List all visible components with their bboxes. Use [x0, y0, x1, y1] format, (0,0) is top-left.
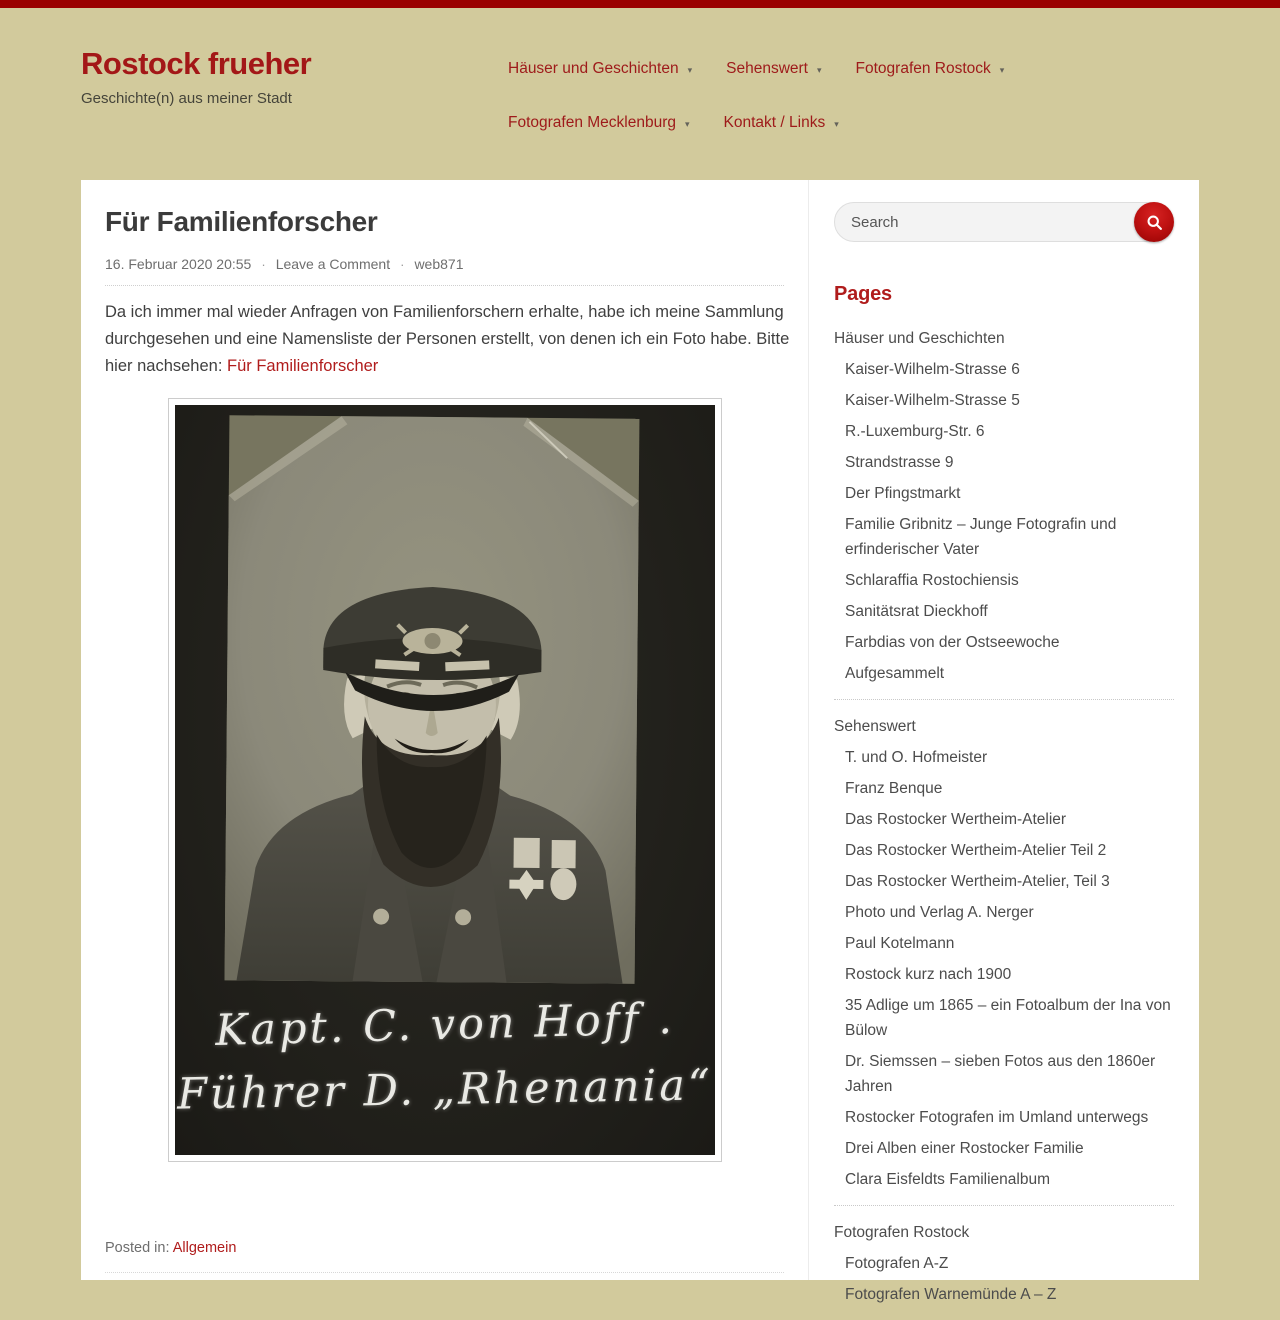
site-branding — [81, 46, 311, 107]
sidebar-page-kaiser-wilhelm-strasse-6[interactable]: Kaiser-Wilhelm-Strasse 6 — [845, 361, 1020, 378]
chevron-down-icon: ▾ — [685, 118, 690, 129]
sidebar-page-das-rostocker-wertheim-atelier-teil-2[interactable]: Das Rostocker Wertheim-Atelier Teil 2 — [845, 842, 1107, 859]
sidebar-page-das-rostocker-wertheim-atelier-teil-3[interactable]: Das Rostocker Wertheim-Atelier, Teil 3 — [845, 873, 1110, 890]
sidebar-page-der-pfingstmarkt[interactable]: Der Pfingstmarkt — [845, 485, 961, 502]
chevron-down-icon: ▾ — [834, 118, 839, 129]
post-meta — [105, 256, 784, 272]
posted-in-label: Posted in: — [105, 1240, 170, 1256]
sidebar-page-paul-kotelmann[interactable]: Paul Kotelmann — [845, 935, 955, 952]
sidebar-page-strandstrasse-9[interactable]: Strandstrasse 9 — [845, 454, 954, 471]
content-area — [81, 180, 1199, 1303]
nav-item-label: Sehenswert — [726, 60, 808, 77]
sidebar-page-aufgesammelt[interactable]: Aufgesammelt — [845, 665, 945, 682]
nav-item-fotografen-mecklenburg[interactable] — [508, 114, 690, 132]
sidebar-page-schlaraffia-rostochiensis[interactable]: Schlaraffia Rostochiensis — [845, 572, 1019, 589]
sidebar-page-photo-und-verlag-a-nerger[interactable]: Photo und Verlag A. Nerger — [845, 904, 1034, 921]
post-image — [168, 398, 722, 1162]
leave-comment-link[interactable]: Leave a Comment — [275, 256, 391, 272]
posted-in-row — [105, 1240, 784, 1256]
sidebar-page-drei-alben-einer-rostocker-familie[interactable]: Drei Alben einer Rostocker Familie — [845, 1140, 1084, 1157]
sidebar-page-familie-gribnitz-junge-fotografin-und-erfinderischer-vater[interactable]: Familie Gribnitz – Junge Fotografin und erfinderischer Vater — [845, 516, 1117, 558]
post-title: Für Familienforscher — [105, 206, 378, 237]
meta-divider — [105, 285, 784, 286]
main-navigation — [508, 60, 1208, 132]
search-input[interactable] — [834, 202, 1173, 242]
photo-caption-line1: Kapt. C. von Hoff . — [214, 993, 676, 1057]
sidebar-page-sehenswert[interactable]: Sehenswert — [834, 718, 916, 735]
sidebar-page-fotografen-rostock[interactable]: Fotografen Rostock — [834, 1224, 970, 1241]
sidebar-page-farbdias-von-der-ostseewoche[interactable]: Farbdias von der Ostseewoche — [845, 634, 1060, 651]
portrait-photo-illustration — [225, 415, 640, 984]
search-icon — [1146, 214, 1163, 231]
search-button[interactable] — [1134, 202, 1174, 242]
nav-item-label: Kontakt / Links — [723, 114, 826, 131]
photo-caption-line2: Führer D. „Rhenania“ — [176, 1060, 714, 1120]
nav-item-label: Häuser und Geschichten — [508, 60, 679, 77]
meta-separator: · — [261, 256, 266, 272]
post-date: 16. Februar 2020 20:55 — [105, 256, 252, 272]
post-body-paragraph — [105, 299, 795, 380]
sidebar-page-r-luxemburg-str-6[interactable]: R.-Luxemburg-Str. 6 — [845, 423, 985, 440]
sidebar-page-t-und-o-hofmeister[interactable]: T. und O. Hofmeister — [845, 749, 988, 766]
sidebar-page-franz-benque[interactable]: Franz Benque — [845, 780, 943, 797]
sidebar — [809, 180, 1200, 1303]
familienforscher-link[interactable]: Für Familienforscher — [227, 357, 379, 375]
nav-item-sehenswert[interactable] — [726, 60, 821, 78]
site-title-link[interactable]: Rostock frueher — [81, 46, 312, 81]
chevron-down-icon: ▾ — [687, 64, 693, 75]
post-article — [81, 180, 809, 1280]
meta-separator: · — [400, 256, 405, 272]
sidebar-page-35-adlige-um-1865-ein-fotoalbum-der-ina-von-bülow[interactable]: 35 Adlige um 1865 – ein Fotoalbum der Ina von Bülow — [845, 997, 1171, 1039]
nav-item-häuser-und-geschichten[interactable] — [508, 60, 692, 78]
post-author: web871 — [414, 256, 464, 272]
pages-section — [834, 1217, 1174, 1320]
pages-section — [834, 711, 1174, 1206]
sidebar-page-fotografen-warnemünde-a-z[interactable]: Fotografen Warnemünde A – Z — [845, 1286, 1057, 1303]
sidebar-page-das-rostocker-wertheim-atelier[interactable]: Das Rostocker Wertheim-Atelier — [845, 811, 1067, 828]
sidebar-page-clara-eisfeldts-familienalbum[interactable]: Clara Eisfeldts Familienalbum — [845, 1171, 1051, 1188]
nav-item-label: Fotografen Mecklenburg — [508, 114, 677, 131]
site-tagline: Geschichte(n) aus meiner Stadt — [81, 90, 292, 107]
post-body-text: Da ich immer mal wieder Anfragen von Familienforschern erhalte, habe ich meine Sammlung durchgesehen und eine Namensliste der Personen erstellt, von denen ich ein Foto habe. Bitte hier nachsehen: — [105, 303, 790, 375]
photo-mount-card — [175, 405, 715, 1155]
sidebar-page-rostock-kurz-nach-1900[interactable]: Rostock kurz nach 1900 — [845, 966, 1012, 983]
sidebar-page-häuser-und-geschichten[interactable]: Häuser und Geschichten — [834, 330, 1005, 347]
search-form — [834, 202, 1173, 242]
sidebar-page-kaiser-wilhelm-strasse-5[interactable]: Kaiser-Wilhelm-Strasse 5 — [845, 392, 1020, 409]
pages-widget-title: Pages — [834, 283, 892, 305]
chevron-down-icon: ▾ — [817, 64, 822, 75]
nav-item-label: Fotografen Rostock — [855, 60, 991, 77]
category-link-allgemein[interactable]: Allgemein — [172, 1240, 237, 1256]
sidebar-page-rostocker-fotografen-im-umland-unterwegs[interactable]: Rostocker Fotografen im Umland unterwegs — [845, 1109, 1149, 1126]
nav-item-kontakt-links[interactable] — [724, 114, 839, 132]
pages-list — [834, 323, 1174, 1320]
post-footer-divider — [105, 1272, 784, 1273]
nav-item-fotografen-rostock[interactable] — [856, 60, 1005, 78]
sidebar-page-dr-siemssen-sieben-fotos-aus-den-1860er-jahren[interactable]: Dr. Siemssen – sieben Fotos aus den 1860er Jahren — [845, 1053, 1156, 1095]
site-header — [0, 8, 1280, 180]
top-accent-bar — [0, 0, 1280, 8]
chevron-down-icon: ▾ — [999, 64, 1005, 75]
pages-section — [834, 323, 1174, 700]
sidebar-page-sanitätsrat-dieckhoff[interactable]: Sanitätsrat Dieckhoff — [845, 603, 988, 620]
sidebar-page-fotografen-a-z[interactable]: Fotografen A-Z — [845, 1255, 949, 1272]
